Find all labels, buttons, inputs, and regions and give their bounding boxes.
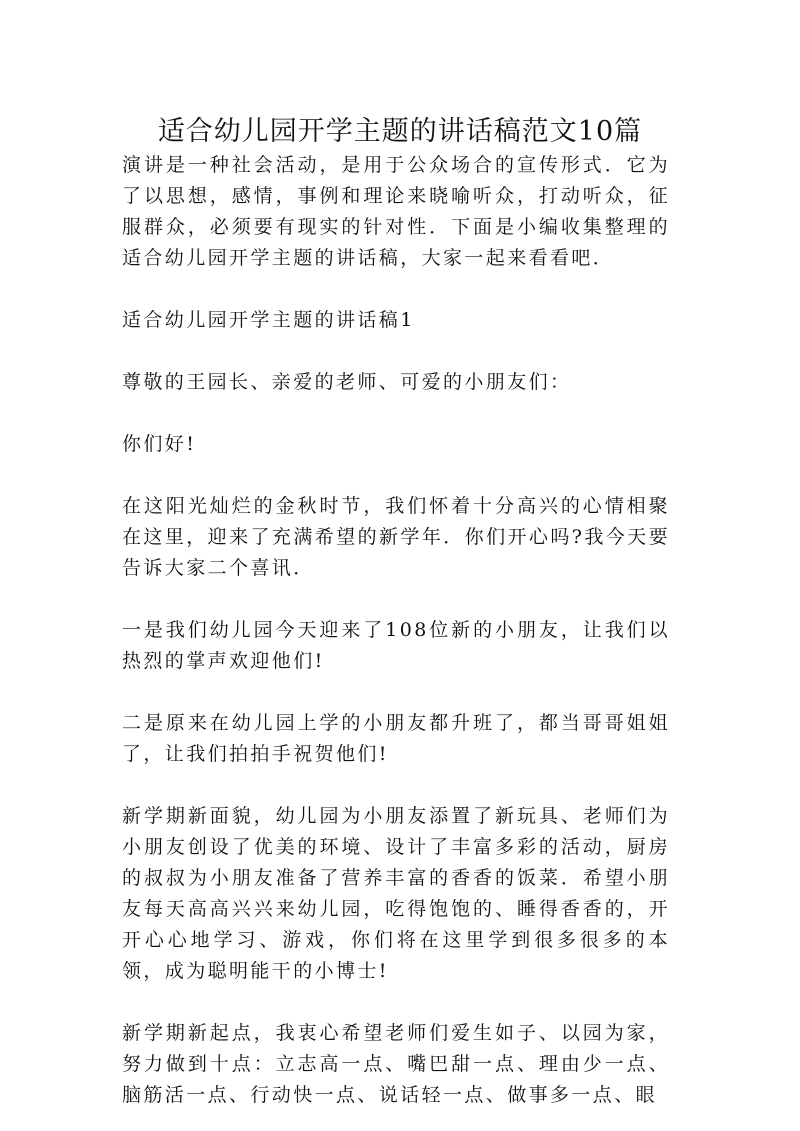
body-paragraph: 新学期新面貌，幼儿园为小朋友添置了新玩具、老师们为小朋友创设了优美的环境、设计了丰富多彩的活动，厨房的叔叔为小朋友准备了营养丰富的香香的饭菜．希望小朋友每天高高兴兴来幼儿园，吃得饱饱的、睡得香香的，开开心心地学习、游戏，你们将在这里学到很多很多的本领，成为聪明能干的小博士! <box>122 805 670 982</box>
body-paragraph: 新学期新起点，我衷心希望老师们爱生如子、以园为家，努力做到十点：立志高一点、嘴巴甜一点、理由少一点、脑筋活一点、行动快一点、说话轻一点、做事多一点、眼 <box>122 1022 670 1106</box>
body-paragraph: 在这阳光灿烂的金秋时节，我们怀着十分高兴的心情相聚在这里，迎来了充满希望的新学年．你们开心吗?我今天要告诉大家二个喜讯． <box>122 495 670 579</box>
document-body <box>122 150 670 1131</box>
body-paragraph: 二是原来在幼儿园上学的小朋友都升班了，都当哥哥姐姐了，让我们拍拍手祝贺他们! <box>122 712 670 765</box>
document-title: 适合幼儿园开学主题的讲话稿范文10篇 <box>157 116 643 147</box>
body-paragraph: 一是我们幼儿园今天迎来了108位新的小朋友，让我们以热烈的掌声欢迎他们! <box>122 619 670 672</box>
intro-paragraph: 演讲是一种社会活动，是用于公众场合的宣传形式．它为了以思想，感情，事例和理论来晓喻听众，打动听众，征服群众，必须要有现实的针对性．下面是小编收集整理的适合幼儿园开学主题的讲话稿，大家一起来看看吧． <box>122 154 670 269</box>
greeting-paragraph: 你们好! <box>122 433 197 455</box>
salutation-paragraph: 尊敬的王园长、亲爱的老师、可爱的小朋友们： <box>122 371 572 393</box>
section-heading: 适合幼儿园开学主题的讲话稿1 <box>122 309 415 331</box>
